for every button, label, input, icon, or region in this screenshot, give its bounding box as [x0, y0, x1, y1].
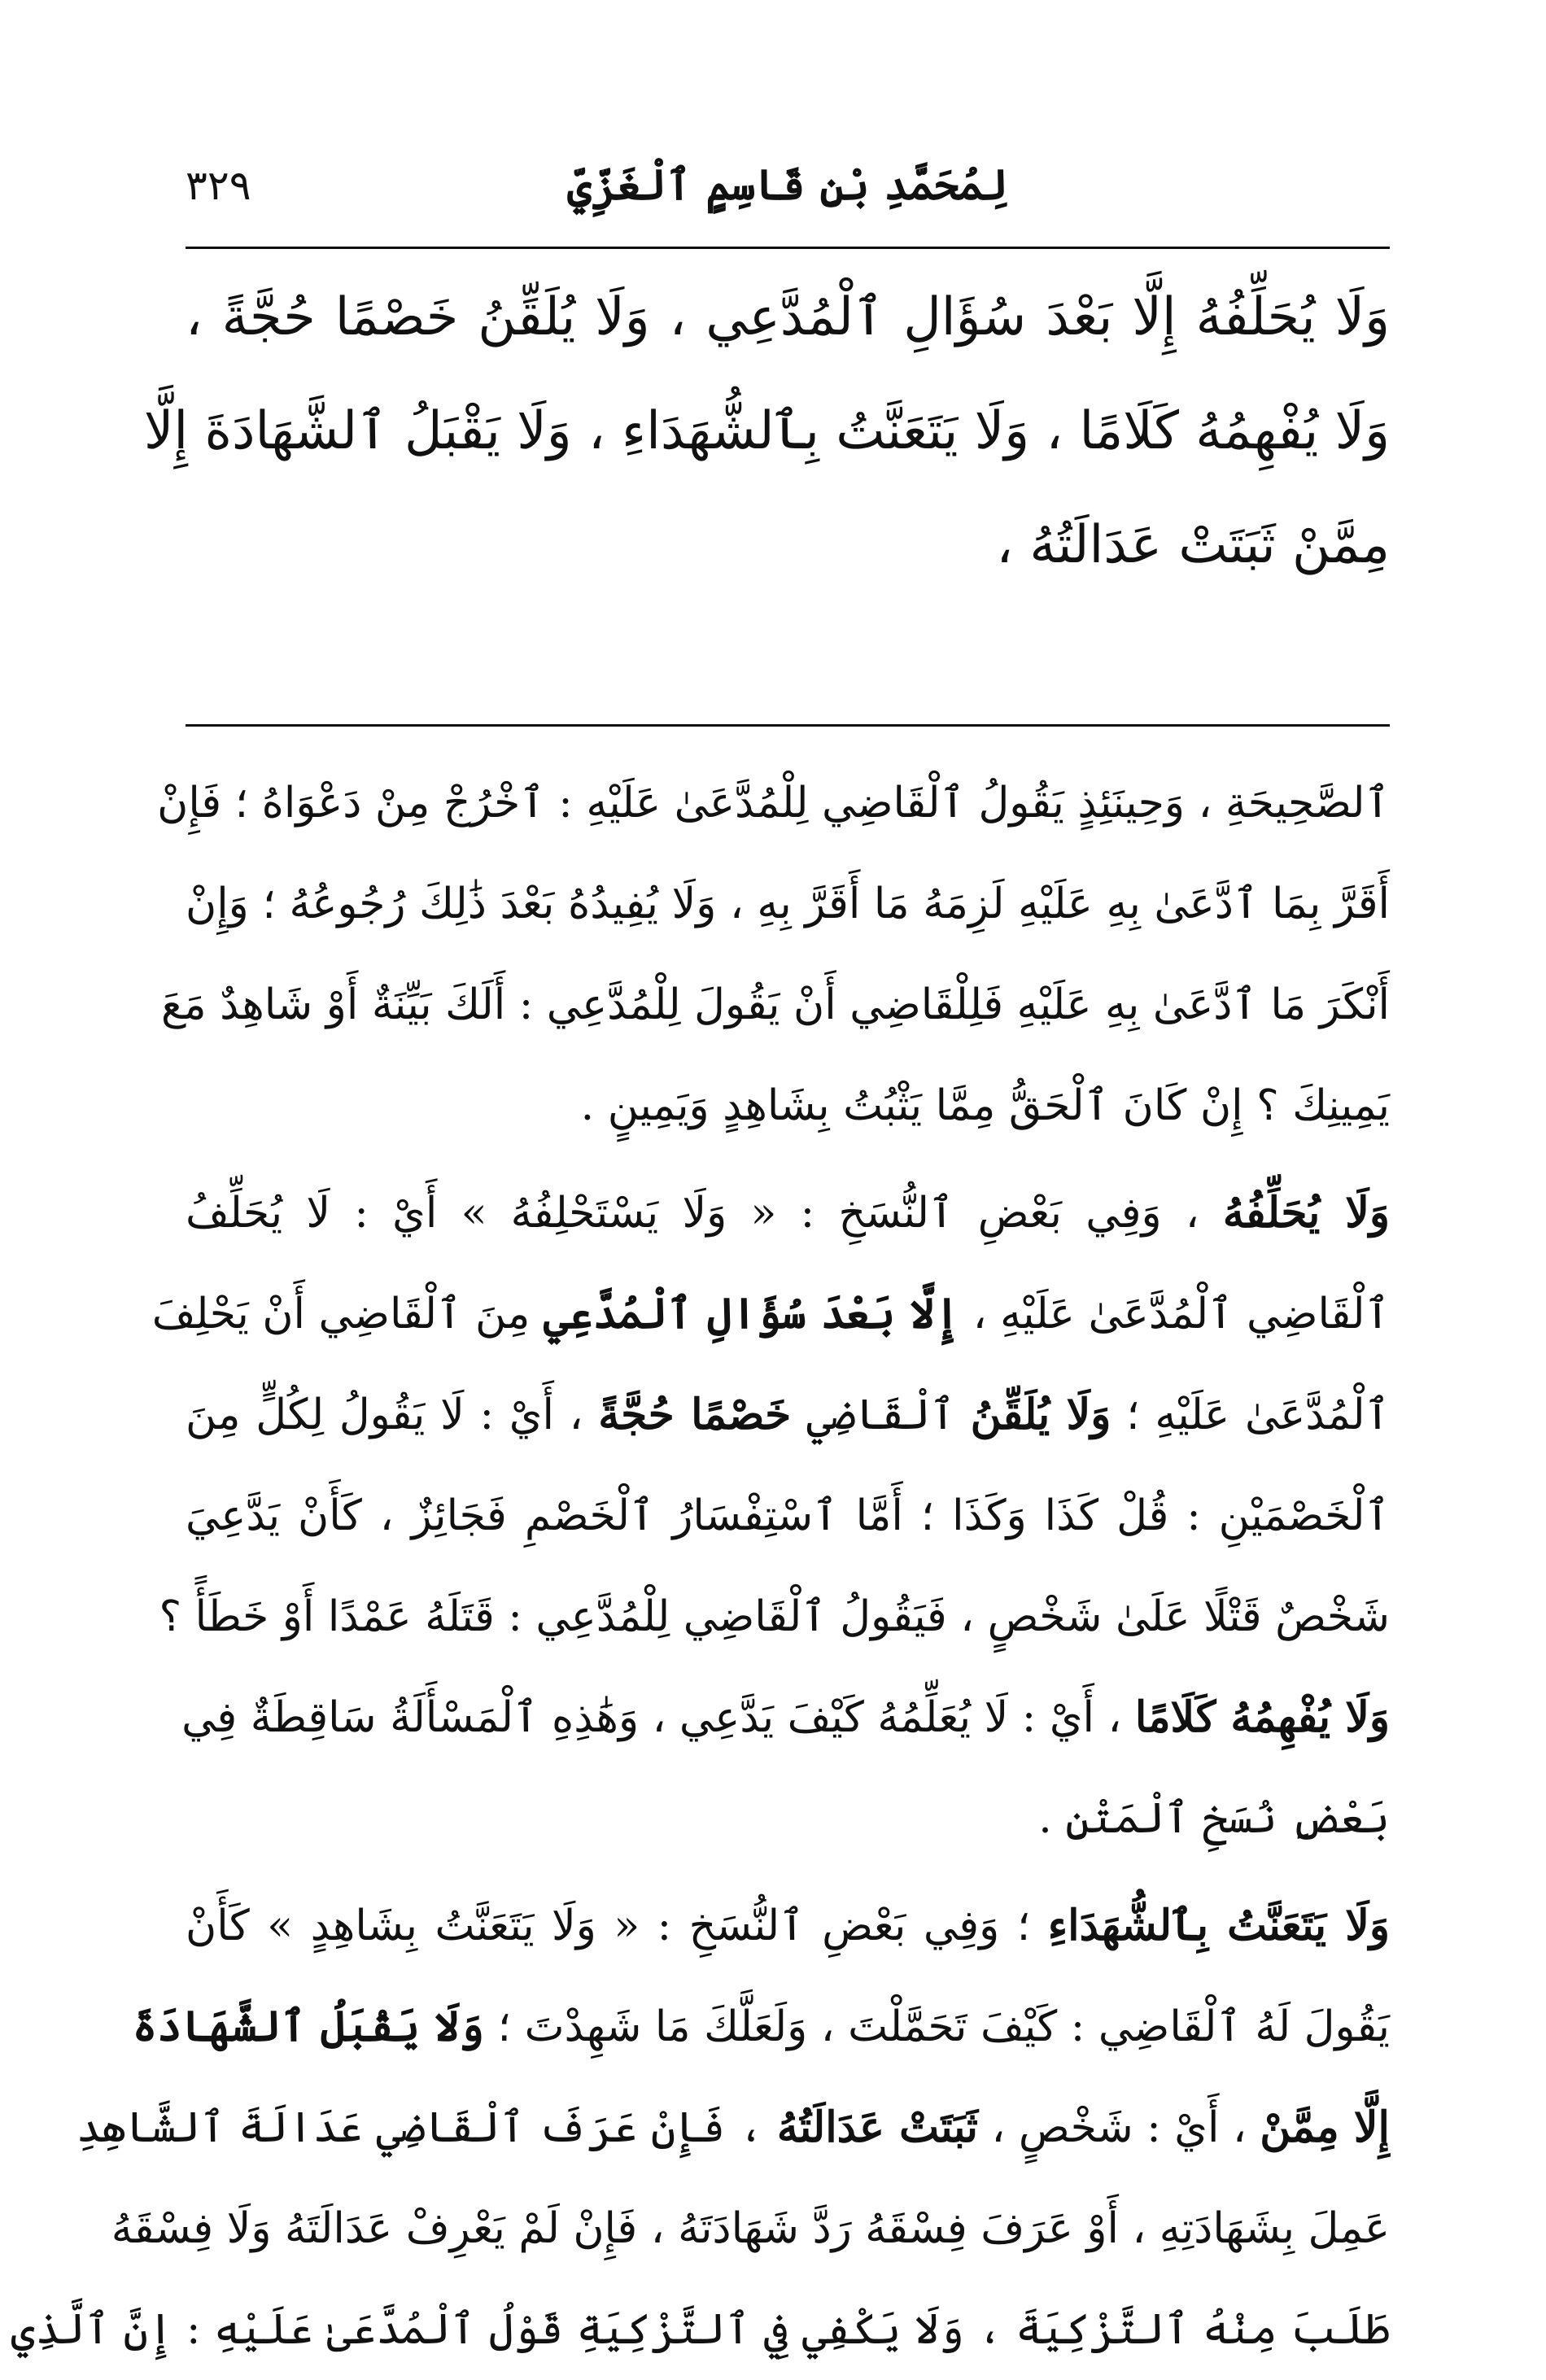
- matn-quote-bold: خَصْمًا حُجَّةً: [598, 1390, 792, 1439]
- commentary-run: ٱلصَّحِيحَةِ ، وَحِينَئِذٍ يَقُولُ ٱلْقَاضِي لِلْمُدَّعَىٰ عَلَيْهِ : ٱخْرُجْ مِنْ دَعْوَاهُ ؛ فَإِنْ: [157, 779, 1390, 828]
- matn-line: وَلَا يُحَلِّفُهُ إِلَّا بَعْدَ سُؤَالِ ٱلْمُدَّعِي ، وَلَا يُلَقِّنُ خَصْمًا حُجَّةً ،: [186, 287, 1390, 347]
- commentary-line: [186, 1163, 1390, 1264]
- commentary-line: [132, 1976, 1390, 2077]
- matn-text: [143, 260, 1390, 692]
- commentary-run: أَنْكَرَ مَا ٱدَّعَىٰ بِهِ عَلَيْهِ فَلِلْقَاضِي أَنْ يَقُولَ لِلْمُدَّعِي : أَلَكَ بَيِّنَةٌ أَوْ شَاهِدٌ مَعَ: [161, 980, 1390, 1029]
- matn-quote-bold: وَلَا يُحَلِّفُهُ: [1222, 1188, 1390, 1238]
- commentary-run: ٱلْخَصْمَيْنِ : قُلْ كَذَا وَكَذَا ؛ أَمَّا ٱسْتِفْسَارُ ٱلْخَصْمِ فَجَائِزٌ ، كَأَنْ يَدَّعِيَ: [186, 1491, 1390, 1540]
- commentary-run: ، وَفِي بَعْضِ ٱلنُّسَخِ : « وَلَا يَسْتَحْلِفُهُ » أَيْ : لَا يُحَلِّفُ: [186, 1189, 1223, 1238]
- running-title: لِمُحَمَّدِ بْنِ قَاسِمٍ ٱلْغَزِّيِّ: [567, 160, 1008, 210]
- commentary-run: عَمِلَ بِشَهَادَتِهِ ، أَوْ عَرَفَ فِسْقَهُ رَدَّ شَهَادَتَهُ ، فَإِنْ لَمْ يَعْرِفْ عَدَالَتَهُ وَلَا فِسْقَهُ: [111, 2204, 1390, 2253]
- commentary-run: ، فَإِنْ عَرَفَ ٱلْقَاضِي عَدَالَةَ ٱلشَّاهِدِ: [76, 2103, 777, 2152]
- commentary-run: ؛ وَفِي بَعْضِ ٱلنُّسَخِ : « وَلَا يَتَعَنَّتُ بِشَاهِدٍ » كَأَنْ: [186, 1902, 1048, 1950]
- matn-quote-bold: إِلَّا مِمَّنْ: [1260, 2103, 1390, 2152]
- commentary-line: [186, 1768, 1390, 1869]
- commentary-line: [181, 1667, 1390, 1768]
- page-header: [186, 138, 1390, 236]
- commentary-run: ، أَيْ : شَخْصٍ ،: [978, 2103, 1260, 2152]
- commentary-run: ٱلْقَاضِي ٱلْمُدَّعَىٰ عَلَيْهِ ،: [959, 1290, 1390, 1338]
- commentary-line: [151, 1264, 1390, 1365]
- paragraph-gap: [186, 1869, 1390, 1876]
- commentary-line: [11, 2279, 1390, 2380]
- commentary-paragraph: [11, 1876, 1390, 2380]
- matn-quote-bold: وَلَا يُفْهِمُهُ كَلَامًا: [1134, 1692, 1390, 1742]
- commentary-run: يَقُولَ لَهُ ٱلْقَاضِي : كَيْفَ تَحَمَّلْتَ ، وَلَعَلَّكَ مَا شَهِدْتَ ؛: [484, 2002, 1390, 2051]
- commentary-run: ، أَيْ : لَا يُعَلِّمُهُ كَيْفَ يَدَّعِي ، وَهَٰذِهِ ٱلْمَسْأَلَةُ سَاقِطَةٌ فِي: [181, 1693, 1135, 1742]
- commentary-line: [157, 753, 1390, 854]
- commentary-text: [11, 753, 1391, 2380]
- matn-quote-bold: ثَبَتَتْ عَدَالَتُهُ: [776, 2103, 979, 2152]
- header-rule: [186, 247, 1390, 249]
- matn-quote-bold: وَلَا يُلَقِّنُ: [970, 1390, 1111, 1439]
- commentary-line: [186, 1876, 1390, 1976]
- commentary-paragraph: [157, 753, 1390, 1156]
- commentary-line: [111, 2178, 1390, 2279]
- commentary-run: بَعْضِ نُسَخِ ٱلْمَتْنِ .: [1038, 1794, 1390, 1843]
- book-page: [11, 138, 1391, 2354]
- commentary-run: ٱلْقَاضِي: [791, 1391, 971, 1439]
- matn-line: مِمَّنْ ثَبَتَتْ عَدَالَتُهُ ،: [996, 515, 1390, 575]
- matn-separator-rule: [186, 724, 1390, 727]
- commentary-line: [186, 1465, 1390, 1566]
- matn-quote-bold: وَلَا يَتَعَنَّتُ بِٱلشُّهَدَاءِ: [1047, 1901, 1390, 1950]
- commentary-paragraph: [151, 1163, 1391, 1869]
- matn-quote-bold: وَلَا يَقْبَلُ ٱلشَّهَادَةَ: [132, 2002, 485, 2051]
- commentary-line: [76, 2077, 1390, 2178]
- page-number: ٣٢٩: [186, 162, 251, 209]
- commentary-run: أَقَرَّ بِمَا ٱدَّعَىٰ بِهِ عَلَيْهِ لَزِمَهُ مَا أَقَرَّ بِهِ ، وَلَا يُفِيدُهُ بَعْدَ ذَٰلِكَ رُجُوعُهُ ؛ وَإِنْ: [186, 880, 1390, 928]
- commentary-line: [159, 1566, 1390, 1667]
- matn-quote-bold: إِلَّا بَعْدَ سُؤَالِ ٱلْمُدَّعِي: [543, 1289, 960, 1338]
- commentary-line: [186, 854, 1390, 954]
- matn-line: وَلَا يُفْهِمُهُ كَلَامًا ، وَلَا يَتَعَنَّتُ بِٱلشُّهَدَاءِ ، وَلَا يَقْبَلُ ٱلشَّهَادَةَ إِلَّا: [143, 401, 1390, 461]
- commentary-run: مِنَ ٱلْقَاضِي أَنْ يَحْلِفَ: [151, 1290, 544, 1338]
- commentary-line: [161, 954, 1390, 1055]
- commentary-line: [186, 1055, 1390, 1156]
- commentary-run: ، أَيْ : لَا يَقُولُ لِكُلٍّ مِنَ: [186, 1391, 599, 1439]
- commentary-run: يَمِينِكَ ؟ إِنْ كَانَ ٱلْحَقُّ مِمَّا يَثْبُتُ بِشَاهِدٍ وَيَمِينٍ .: [580, 1081, 1390, 1130]
- commentary-run: ٱلْمُدَّعَىٰ عَلَيْهِ ؛: [1111, 1391, 1391, 1439]
- commentary-run: طَلَبَ مِنْهُ ٱلتَّزْكِيَةَ ، وَلَا يَكْفِي فِي ٱلتَّزْكِيَةِ قَوْلُ ٱلْمُدَّعَىٰ عَلَيْهِ : إِنَّ ٱلَّذِي: [11, 2305, 1390, 2354]
- commentary-run: شَخْصٌ قَتْلًا عَلَىٰ شَخْصٍ ، فَيَقُولُ ٱلْقَاضِي لِلْمُدَّعِي : قَتَلَهُ عَمْدًا أَوْ خَطَأً ؟: [159, 1592, 1390, 1641]
- paragraph-gap: [186, 1156, 1390, 1163]
- commentary-line: [186, 1365, 1390, 1465]
